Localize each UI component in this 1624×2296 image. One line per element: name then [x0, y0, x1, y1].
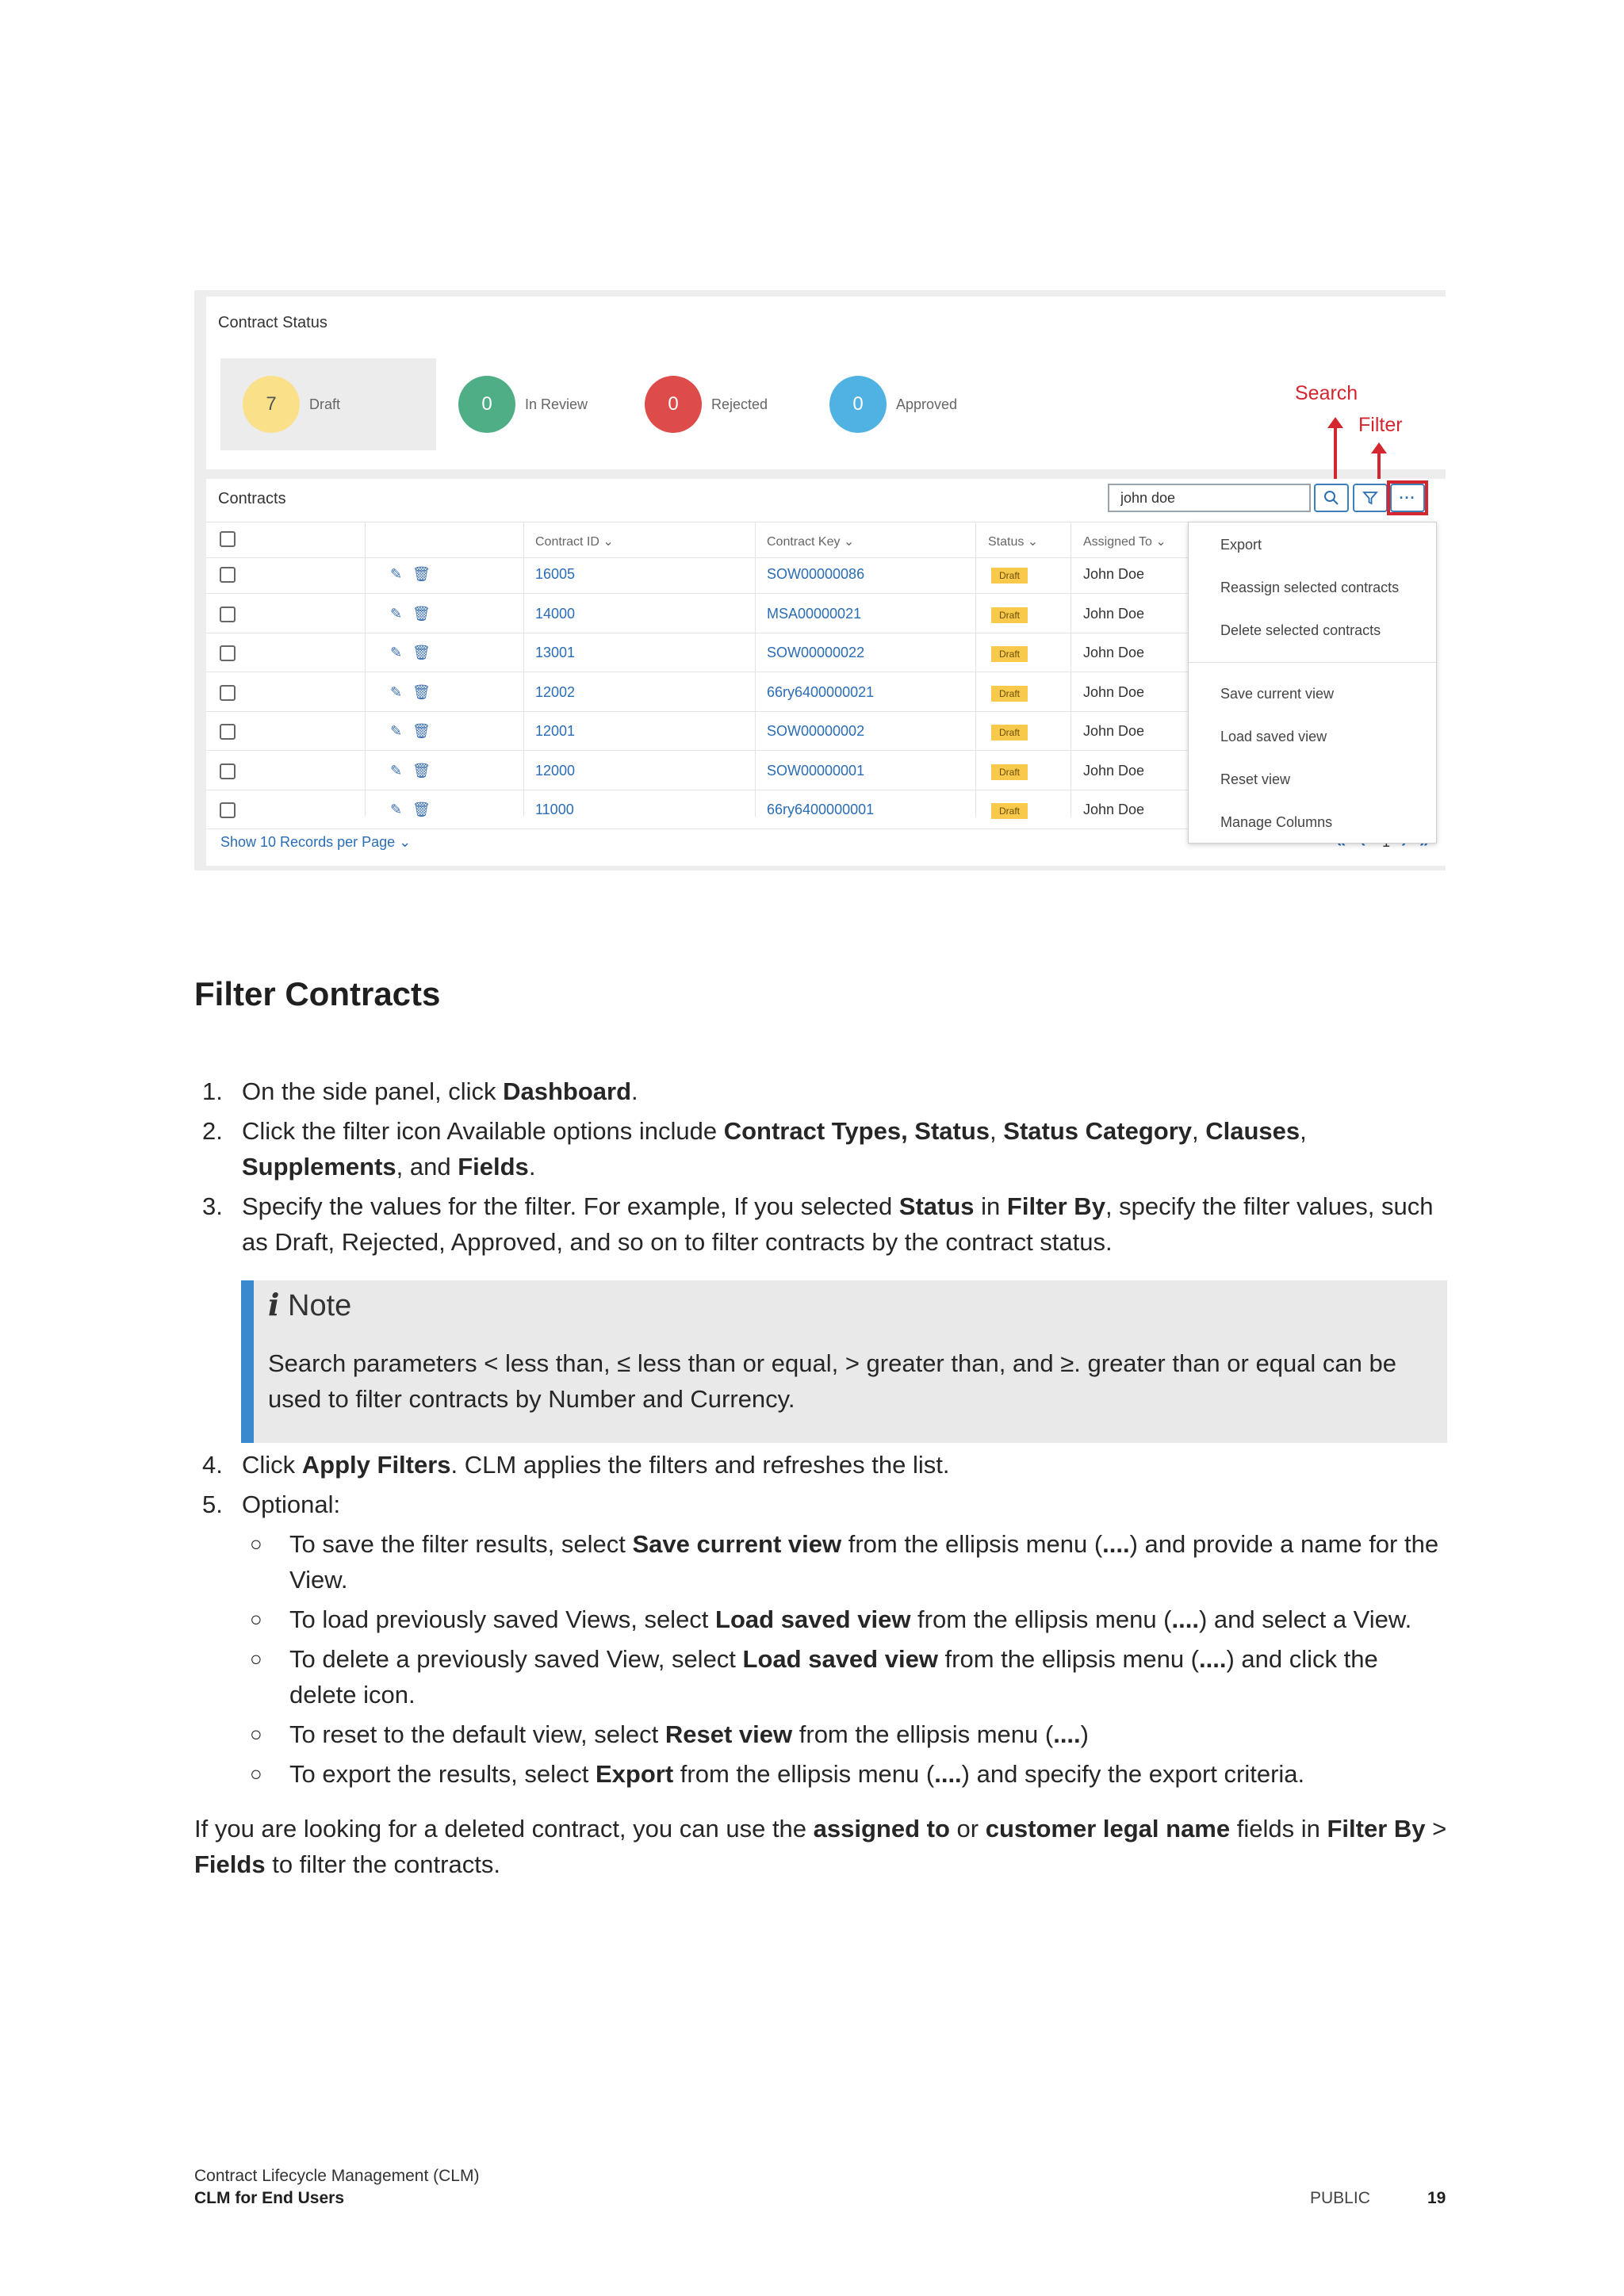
menu-divider — [1189, 662, 1436, 663]
note-box — [241, 1280, 1447, 1443]
menu-item-export[interactable]: Export — [1220, 537, 1262, 553]
table-row[interactable] — [206, 753, 1189, 790]
contract-id-link[interactable]: 12000 — [535, 762, 576, 779]
row-checkbox[interactable] — [220, 763, 236, 779]
menu-item-delete[interactable]: Delete selected contracts — [1220, 622, 1381, 638]
assigned-to-value: John Doe — [1083, 683, 1145, 700]
status-draft[interactable] — [220, 358, 436, 450]
status-in-review[interactable] — [436, 358, 619, 450]
menu-item-reset-view[interactable]: Reset view — [1220, 771, 1291, 787]
status-count-rejected: 0 — [645, 376, 702, 433]
contract-key-link[interactable]: 66ry6400000021 — [767, 683, 875, 700]
contract-key-link[interactable]: SOW00000002 — [767, 723, 865, 739]
delete-icon[interactable]: 🗑 — [412, 566, 431, 582]
status-count-approved: 0 — [829, 376, 887, 433]
edit-icon[interactable]: ✎ — [390, 645, 403, 660]
search-button[interactable] — [1314, 484, 1349, 512]
table-row[interactable] — [206, 635, 1189, 672]
contract-id-link[interactable]: 16005 — [535, 566, 576, 582]
edit-icon[interactable]: ✎ — [390, 802, 403, 817]
status-badge: Draft — [991, 607, 1028, 623]
bullet-marker: ○ — [250, 1532, 262, 1556]
ellipsis-highlight-box — [1387, 480, 1428, 515]
note-title: i Note — [268, 1287, 352, 1322]
status-badge: Draft — [991, 764, 1028, 780]
ellipsis-dropdown-menu — [1188, 522, 1437, 844]
info-icon: i — [268, 1287, 280, 1322]
contract-key-link[interactable]: SOW00000086 — [767, 566, 865, 582]
row-checkbox[interactable] — [220, 567, 236, 583]
filter-arrow — [1377, 452, 1381, 482]
row-checkbox[interactable] — [220, 685, 236, 701]
bullet-marker: ○ — [250, 1607, 262, 1631]
contract-id-link[interactable]: 12001 — [535, 723, 576, 739]
contract-status-panel — [206, 297, 1446, 469]
status-badge: Draft — [991, 568, 1028, 584]
column-header-assigned-to[interactable]: Assigned To ⌄ — [1083, 535, 1166, 549]
search-annotation: Search — [1295, 382, 1358, 404]
table-row[interactable] — [206, 596, 1189, 633]
search-icon — [1323, 490, 1339, 506]
edit-icon[interactable]: ✎ — [390, 566, 403, 582]
contract-id-link[interactable]: 12002 — [535, 683, 576, 700]
row-checkbox[interactable] — [220, 724, 236, 740]
assigned-to-value: John Doe — [1083, 566, 1145, 582]
ellipsis-icon: ··· — [1399, 489, 1416, 506]
edit-icon[interactable]: ✎ — [390, 605, 403, 622]
footer-product: Contract Lifecycle Management (CLM) — [194, 2167, 480, 2185]
contract-key-link[interactable]: SOW00000022 — [767, 645, 865, 660]
bullet-marker: ○ — [250, 1647, 262, 1670]
table-row[interactable] — [206, 557, 1189, 594]
records-per-page[interactable]: Show 10 Records per Page ⌄ — [220, 834, 412, 850]
closing-paragraph: If you are looking for a deleted contract, you can use the assigned to or customer legal name fields in Filter By > Fields to filter the contracts. — [194, 1815, 1447, 1878]
contract-key-link[interactable]: 66ry6400000001 — [767, 802, 875, 817]
delete-icon[interactable]: 🗑 — [412, 723, 431, 739]
status-badge: Draft — [991, 803, 1028, 819]
status-label-in-review: In Review — [525, 396, 588, 412]
search-arrow — [1334, 427, 1337, 482]
filter-annotation: Filter — [1358, 414, 1403, 436]
footer-classification: PUBLIC — [1310, 2189, 1370, 2207]
column-header-contract-id[interactable]: Contract ID ⌄ — [535, 535, 614, 549]
chevron-down-icon: ⌄ — [399, 834, 412, 850]
contract-key-link[interactable]: SOW00000001 — [767, 762, 865, 779]
assigned-to-value: John Doe — [1083, 645, 1145, 660]
contracts-screenshot — [194, 290, 1446, 871]
menu-item-manage-columns[interactable]: Manage Columns — [1220, 814, 1333, 830]
status-label-draft: Draft — [309, 396, 341, 412]
column-header-status[interactable]: Status ⌄ — [988, 535, 1039, 549]
assigned-to-value: John Doe — [1083, 802, 1145, 817]
menu-item-load-view[interactable]: Load saved view — [1220, 729, 1327, 744]
row-checkbox[interactable] — [220, 802, 236, 818]
contract-id-link[interactable]: 13001 — [535, 645, 576, 660]
delete-icon[interactable]: 🗑 — [412, 683, 431, 700]
bullet-marker: ○ — [250, 1762, 262, 1785]
status-approved[interactable] — [807, 358, 990, 450]
status-badge: Draft — [991, 686, 1028, 702]
table-header — [206, 522, 1189, 558]
edit-icon[interactable]: ✎ — [390, 762, 403, 779]
delete-icon[interactable]: 🗑 — [412, 605, 431, 622]
menu-item-save-view[interactable]: Save current view — [1220, 686, 1335, 702]
filter-button[interactable] — [1353, 484, 1388, 512]
contract-status-title: Contract Status — [218, 314, 327, 331]
status-badge: Draft — [991, 725, 1028, 740]
select-all-checkbox[interactable] — [220, 531, 236, 547]
note-body: Search parameters < less than, ≤ less than or equal, > greater than, and ≥. greater than or equal can be used to filter contracts by Number and Currency. — [268, 1349, 1397, 1413]
row-checkbox[interactable] — [220, 645, 236, 661]
section-heading: Filter Contracts — [194, 975, 441, 1012]
footer-page-number: 19 — [1427, 2189, 1446, 2207]
contract-id-link[interactable]: 11000 — [535, 802, 574, 817]
edit-icon[interactable]: ✎ — [390, 723, 403, 739]
bullet-marker: ○ — [250, 1722, 262, 1746]
status-rejected[interactable] — [622, 358, 805, 450]
contract-id-link[interactable]: 14000 — [535, 605, 576, 622]
assigned-to-value: John Doe — [1083, 762, 1145, 779]
table-row[interactable] — [206, 675, 1189, 712]
footer-guide: CLM for End Users — [194, 2189, 345, 2207]
search-input[interactable] — [1108, 484, 1311, 512]
assigned-to-value: John Doe — [1083, 723, 1145, 739]
delete-icon[interactable]: 🗑 — [412, 802, 431, 817]
table-row[interactable] — [206, 792, 1189, 829]
filter-icon — [1362, 490, 1378, 506]
status-label-rejected: Rejected — [711, 396, 768, 412]
table-row[interactable] — [206, 714, 1189, 751]
contracts-title: Contracts — [218, 490, 286, 507]
status-badge: Draft — [991, 646, 1028, 662]
edit-icon[interactable]: ✎ — [390, 683, 403, 700]
status-label-approved: Approved — [896, 396, 958, 412]
column-header-contract-key[interactable]: Contract Key ⌄ — [767, 535, 855, 549]
contract-key-link[interactable]: MSA00000021 — [767, 605, 862, 622]
delete-icon[interactable]: 🗑 — [412, 645, 431, 660]
assigned-to-value: John Doe — [1083, 605, 1145, 622]
menu-item-reassign[interactable]: Reassign selected contracts — [1220, 580, 1400, 595]
status-count-in-review: 0 — [458, 376, 515, 433]
delete-icon[interactable]: 🗑 — [412, 762, 431, 779]
row-checkbox[interactable] — [220, 607, 236, 622]
status-count-draft: 7 — [243, 376, 300, 433]
